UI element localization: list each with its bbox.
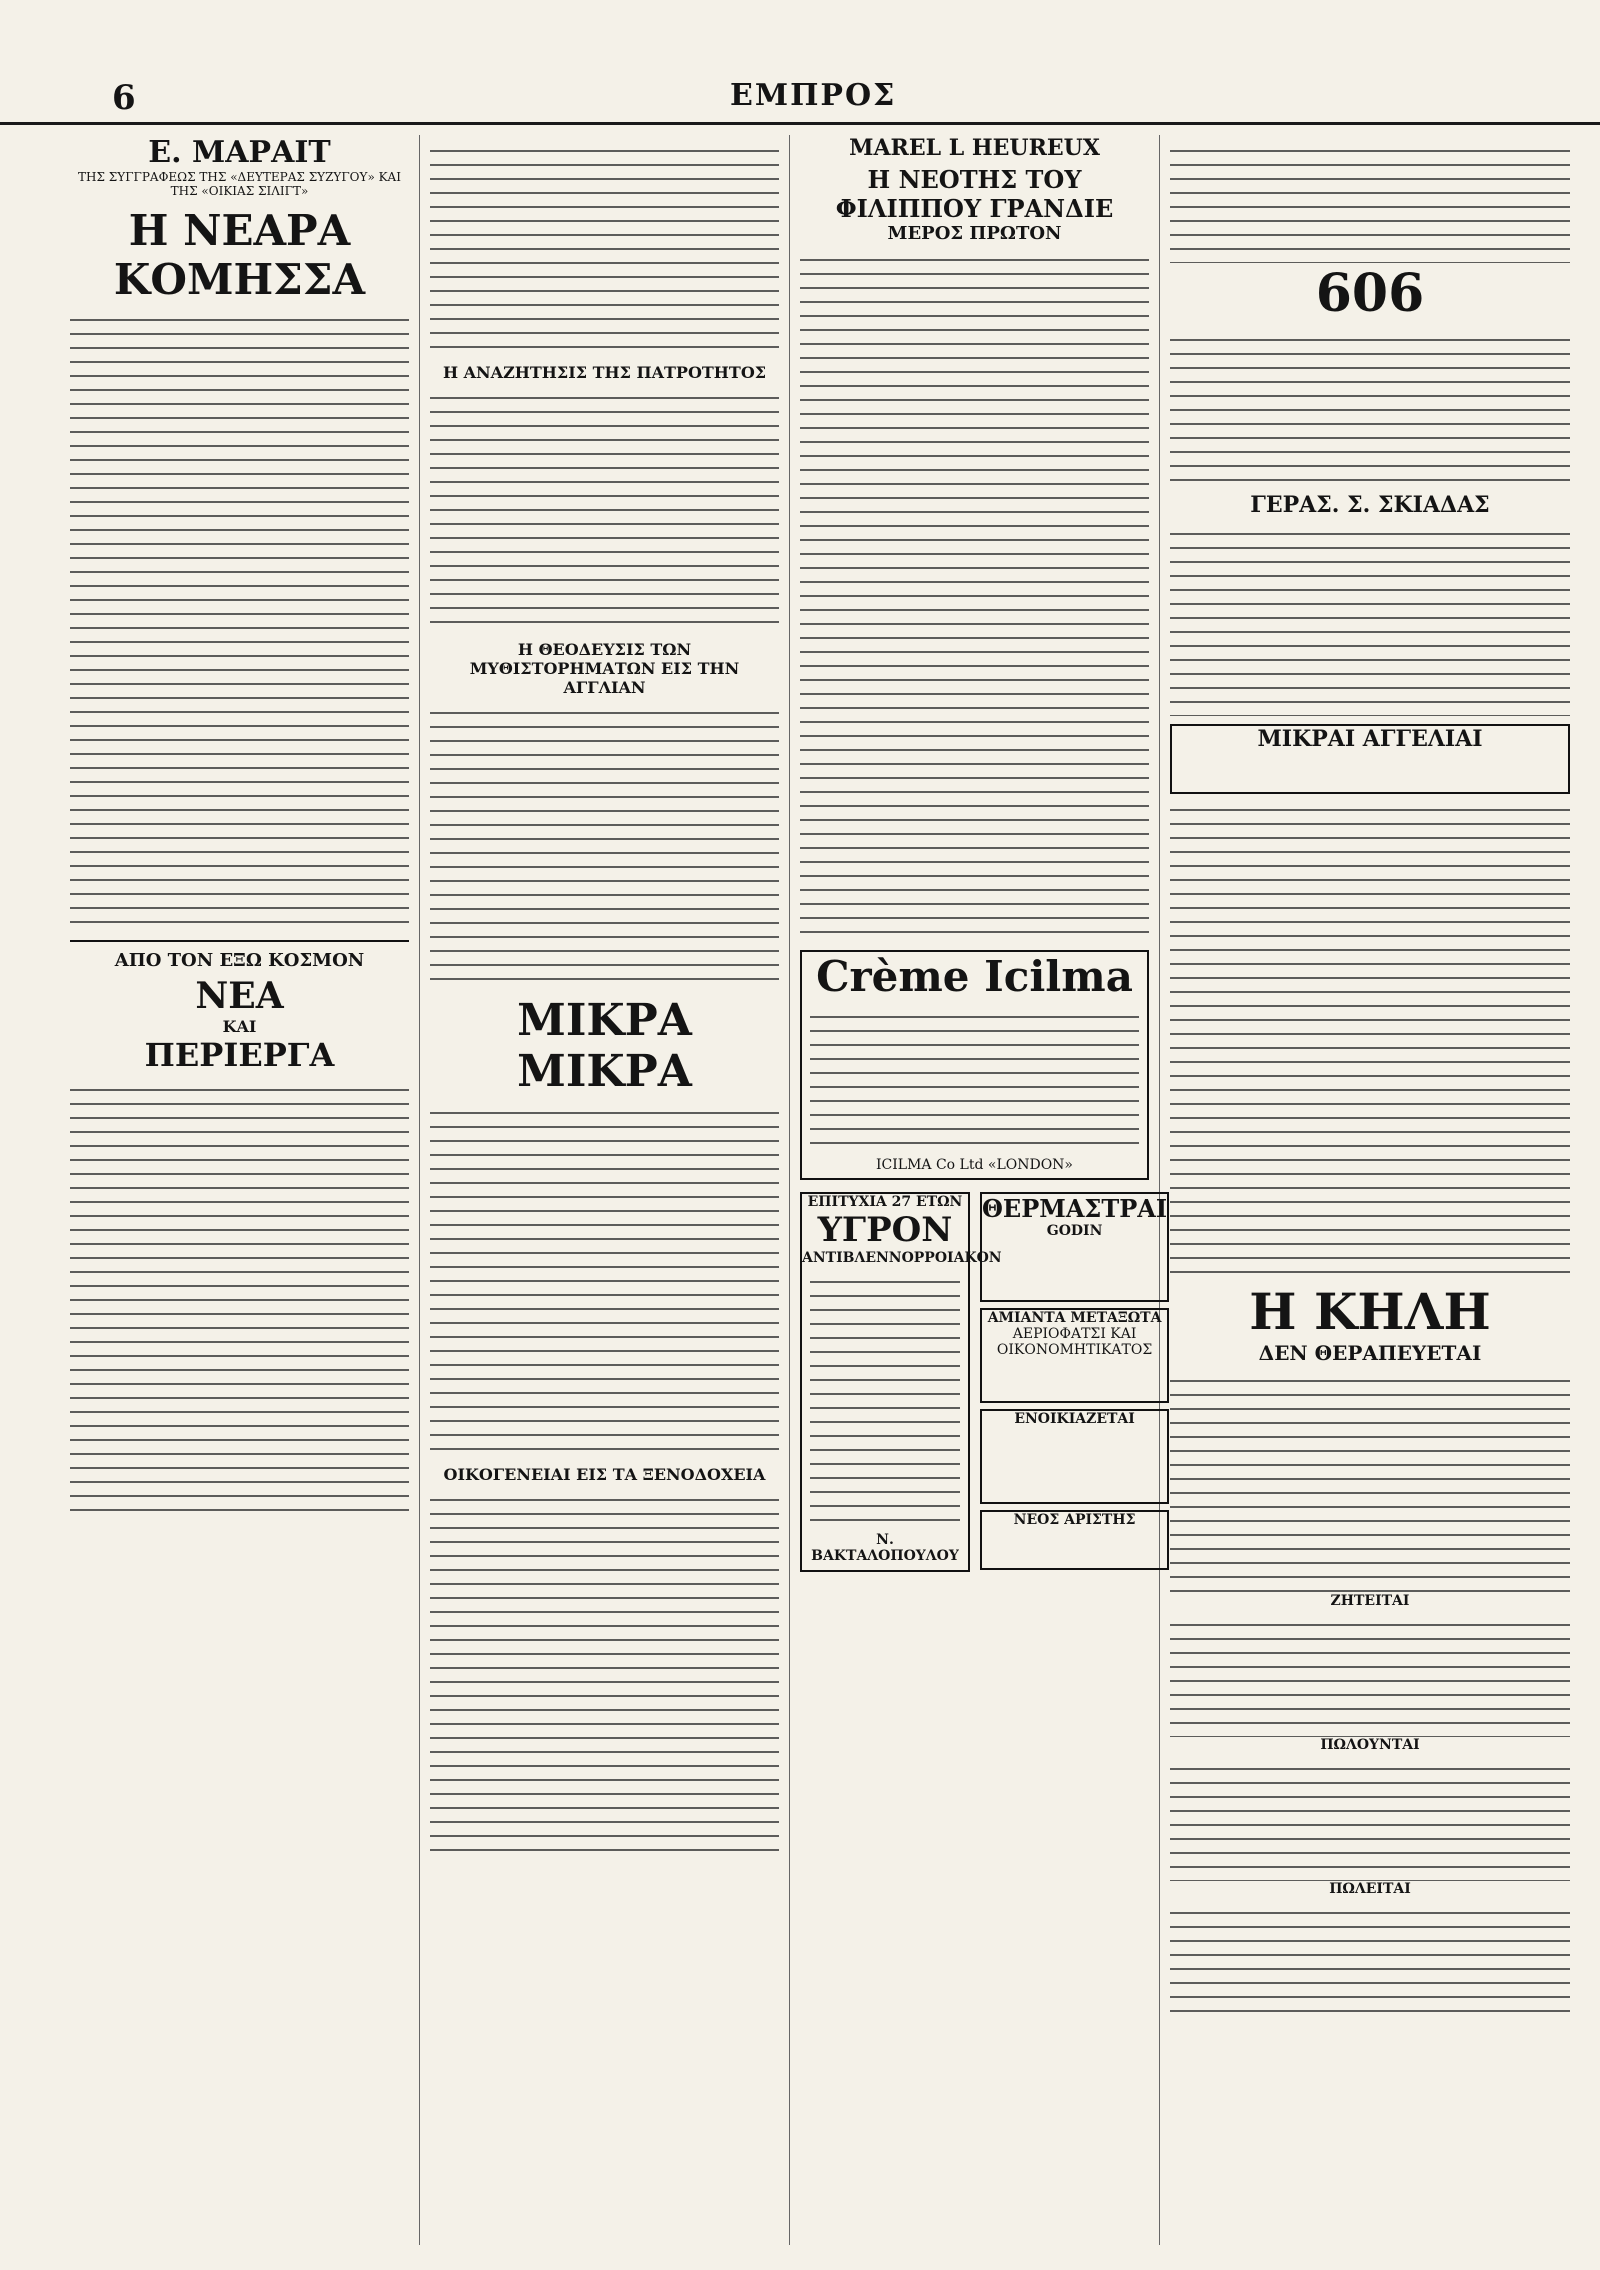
ad-cream-company: ICILMA Co Ltd «LONDON» <box>876 1157 1073 1173</box>
story-subtitle: ΜΕΡΟΣ ΠΡΩΤΟΝ <box>887 223 1062 244</box>
advertisement-cream <box>800 950 1149 1180</box>
ad-doctor-name: ΓΕΡΑΣ. Σ. ΣΚΙΑΔΑΣ <box>1250 492 1490 518</box>
ad-hernia-title: Η ΚΗΛΗ <box>1249 1282 1491 1341</box>
section-heading: ΑΠΟ ΤΟΝ ΕΞΩ ΚΟΣΜΟΝ <box>114 950 365 971</box>
ad-new-best-title: ΝΕΟΣ ΑΡΙΣΤΗΣ <box>1013 1512 1136 1528</box>
subhead-novels: Η ΘΕΟΔΕΥΣΙΣ ΤΩΝ ΜΥΘΙΣΤΟΡΗΜΑΤΩΝ ΕΙΣ ΤΗΝ ΑΓΓΛΙΑΝ <box>469 640 740 697</box>
story-title: Η ΝΕΑΡΑ ΚΟΜΗΣΣΑ <box>113 206 366 304</box>
ad-fabrics-title: ΑΜΙΑΝΤΑ ΜΕΤΑΞΩΤΑ <box>987 1310 1162 1326</box>
section-title: ΝΕΑ <box>195 975 284 1017</box>
ad-medicine-subtitle: ΑΝΤΙΒΛΕΝΝΟΡΡΟΙΑΚΟΝ <box>802 1250 1002 1266</box>
section-body-lines <box>70 1082 409 1512</box>
ad-medicine-heading: ΕΠΙΤΥΧΙΑ 27 ΕΤΩΝ <box>807 1194 963 1210</box>
small-ads-box <box>1170 724 1570 794</box>
column-2 <box>420 135 790 2245</box>
ad-medicine-name: ΥΓΡΟΝ <box>817 1210 953 1250</box>
section-title-curiosities: ΠΕΡΙΕΡΓΑ <box>144 1036 335 1074</box>
story-title-2: Η ΝΕΟΤΗΣ ΤΟΥ ΦΙΛΙΠΠΟΥ ΓΡΑΝΔΙΕ <box>835 165 1114 223</box>
section-mikra-2: ΜΙΚΡΑ <box>517 1046 692 1097</box>
column-body-lines-3 <box>430 705 779 985</box>
advertisement-new-best <box>980 1510 1169 1570</box>
classified-lines-7 <box>1170 1761 1570 1881</box>
classified-lines-5 <box>1170 1373 1570 1593</box>
story-body-lines <box>70 312 409 932</box>
ad-fabrics-subtitle: ΑΕΡΙΟΦΑΤΣΙ ΚΑΙ ΟΙΚΟΝΟΜΗΤΙΚΑΤΟΣ <box>996 1326 1153 1358</box>
column-body-lines-1 <box>430 143 779 353</box>
classified-lines-2 <box>1170 332 1570 492</box>
column-1 <box>60 135 420 2245</box>
ad-medicine-lines <box>810 1274 960 1524</box>
separator <box>70 940 409 942</box>
column-body-lines-2 <box>430 390 779 630</box>
ad-cream-title: Crème Icilma <box>816 952 1133 1001</box>
classified-lines-6 <box>1170 1617 1570 1737</box>
classified-lines-8 <box>1170 1905 1570 2015</box>
ads-row <box>800 1186 1168 1578</box>
column-body-lines-4 <box>430 1105 779 1455</box>
ads-stack <box>980 1186 1169 1578</box>
author-name: Ε. ΜΑΡΑΙΤ <box>148 135 331 170</box>
story-body-lines-2 <box>800 252 1149 942</box>
advertisement-stoves <box>980 1192 1169 1302</box>
classified-lines-3 <box>1170 526 1570 716</box>
advertisement-fabrics <box>980 1308 1169 1403</box>
ad-cream-lines <box>810 1009 1139 1149</box>
page-number: 6 <box>112 78 136 118</box>
advertisement-rent <box>980 1409 1169 1504</box>
subhead-paternity: Η ΑΝΑΖΗΤΗΣΙΣ ΤΗΣ ΠΑΤΡΟΤΗΤΟΣ <box>442 363 767 382</box>
ad-rent-title: ΕΝΟΙΚΙΑΖΕΤΑΙ <box>1014 1411 1135 1427</box>
section-mikra: ΜΙΚΡΑ <box>517 995 692 1046</box>
ad-stoves-title: ΘΕΡΜΑΣΤΡΑΙ <box>982 1194 1168 1223</box>
classified-lines-4 <box>1170 802 1570 1282</box>
byline: ΤΗΣ ΣΥΓΓΡΑΦΕΩΣ ΤΗΣ «ΔΕΥΤΕΡΑΣ ΣΥΖΥΓΟΥ» ΚΑΙ ΤΗΣ «ΟΙΚΙΑΣ ΣΙΛΙΓΤ» <box>78 170 401 198</box>
author-name-2: MAREL L HEUREUX <box>849 135 1100 161</box>
small-ads-title: ΜΙΚΡΑΙ ΑΓΓΕΛΙΑΙ <box>1257 726 1483 752</box>
column-body-lines-5 <box>430 1492 779 1852</box>
ad-for-sale-2: ΠΩΛΕΙΤΑΙ <box>1329 1881 1411 1897</box>
ad-hernia-subtitle: ΔΕΝ ΘΕΡΑΠΕΥΕΤΑΙ <box>1258 1341 1482 1365</box>
ad-stoves-brand: GODIN <box>1046 1223 1103 1239</box>
page-header <box>0 78 1600 125</box>
ad-wanted: ΖΗΤΕΙΤΑΙ <box>1330 1593 1410 1609</box>
classified-lines-1 <box>1170 143 1570 263</box>
newspaper-name: ΕΜΠΡΟΣ <box>730 78 897 113</box>
section-title-and: ΚΑΙ <box>222 1017 257 1036</box>
column-4 <box>1160 135 1580 2245</box>
ad-pharmacy: Ν. ΒΑΚΤΑΛΟΠΟΥΛΟΥ <box>811 1532 959 1564</box>
subhead-hotels: ΟΙΚΟΓΕΝΕΙΑΙ ΕΙΣ ΤΑ ΞΕΝΟΔΟΧΕΙΑ <box>443 1465 766 1484</box>
column-3 <box>790 135 1168 2245</box>
ad-for-sale: ΠΩΛΟΥΝΤΑΙ <box>1320 1737 1420 1753</box>
advertisement-medicine <box>800 1192 1002 1572</box>
ad-606: 606 <box>1315 263 1425 324</box>
